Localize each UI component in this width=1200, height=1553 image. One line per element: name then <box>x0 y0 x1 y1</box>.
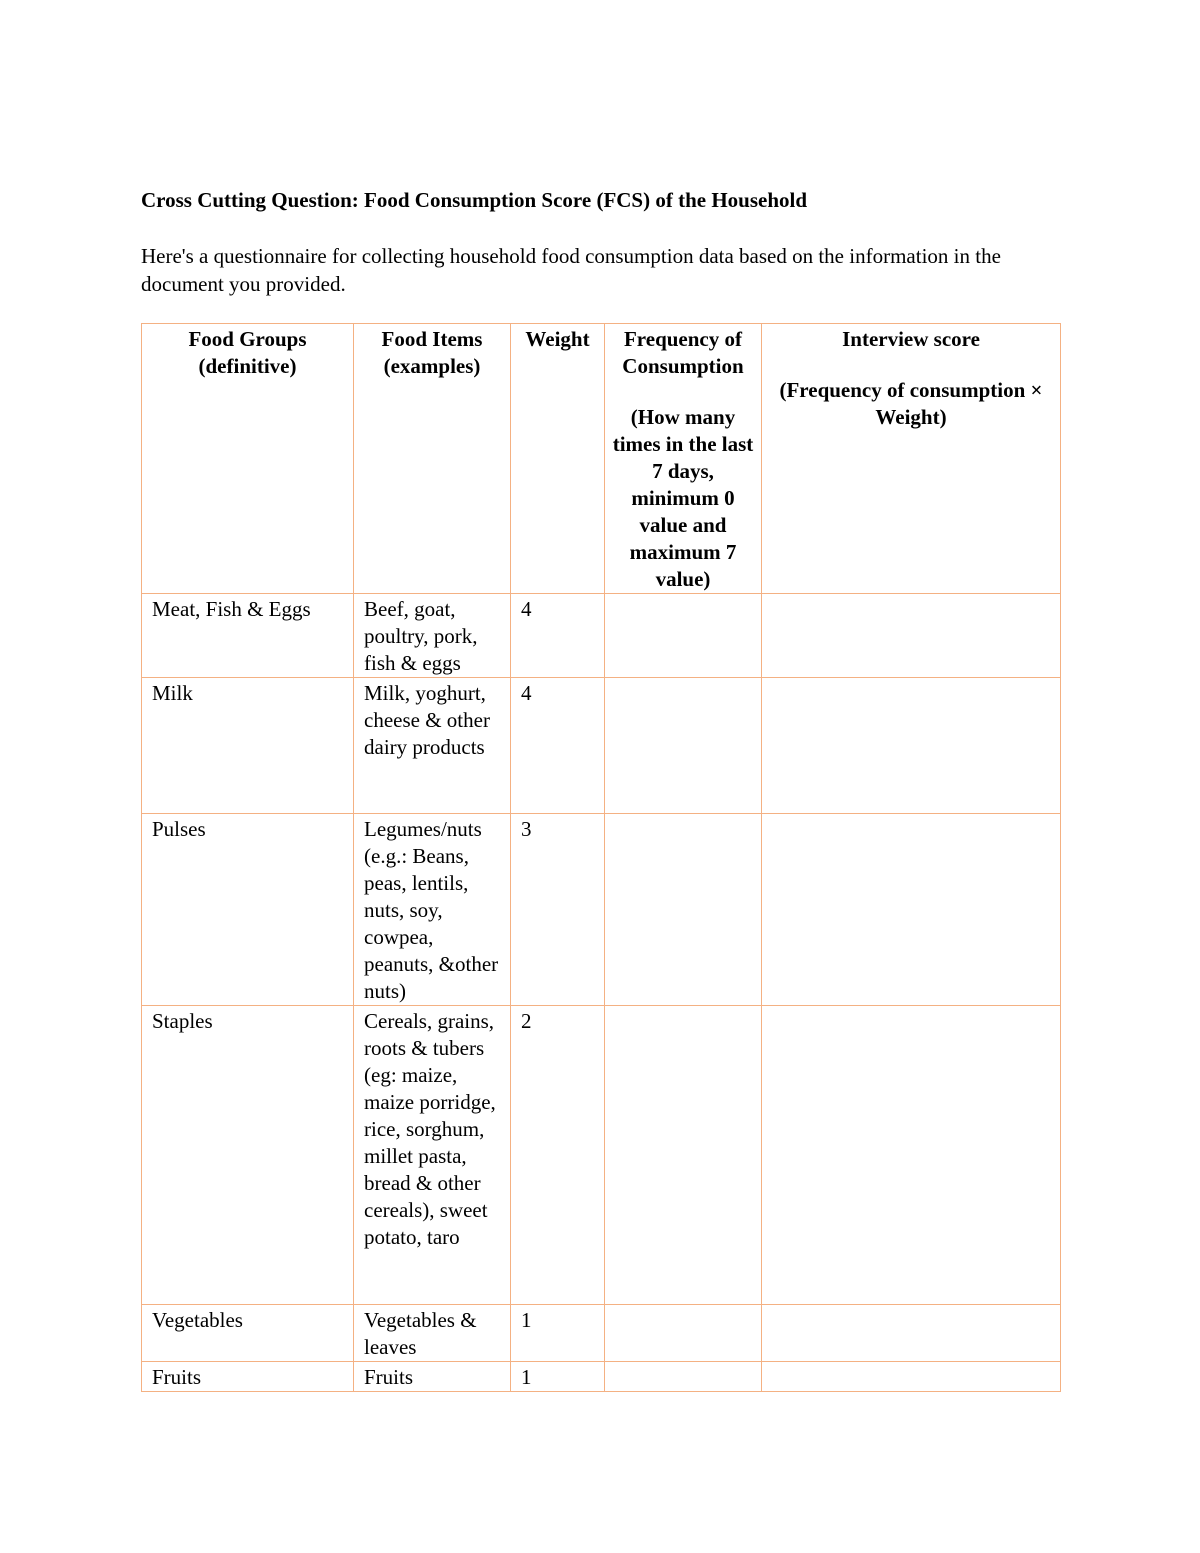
score-input-cell[interactable] <box>762 1362 1061 1392</box>
food-items-cell: Beef, goat, poultry, pork, fish & eggs <box>354 594 511 678</box>
score-input-cell[interactable] <box>762 678 1061 814</box>
table-row <box>142 678 1061 814</box>
fcs-table <box>141 323 1061 1392</box>
table-row <box>142 1006 1061 1305</box>
header-food-items: Food Items (examples) <box>354 324 511 594</box>
table-row <box>142 1305 1061 1362</box>
intro-paragraph: Here's a questionnaire for collecting household food consumption data based on the information in the document you provided. <box>141 244 1001 296</box>
weight-cell: 1 <box>511 1362 605 1392</box>
weight-cell: 2 <box>511 1006 605 1305</box>
food-items-cell: Fruits <box>354 1362 511 1392</box>
food-group-cell: Pulses <box>142 814 354 1006</box>
header-interview-score-label: Interview score <box>842 327 980 351</box>
header-food-groups: Food Groups (definitive) <box>142 324 354 594</box>
header-interview-score <box>762 324 1061 594</box>
header-interview-score-note: (Frequency of consumption × Weight) <box>779 378 1043 429</box>
header-frequency-note: (How many times in the last 7 days, minimum 0 value and maximum 7 value) <box>612 405 754 591</box>
table-row <box>142 814 1061 1006</box>
score-input-cell[interactable] <box>762 814 1061 1006</box>
food-group-cell: Staples <box>142 1006 354 1305</box>
food-items-cell: Milk, yoghurt, cheese & other dairy products <box>354 678 511 814</box>
document-title: Cross Cutting Question: Food Consumption Score (FCS) of the Household <box>141 188 808 212</box>
score-input-cell[interactable] <box>762 1006 1061 1305</box>
frequency-input-cell[interactable] <box>605 1006 762 1305</box>
weight-cell: 4 <box>511 594 605 678</box>
food-items-cell: Vegetables & leaves <box>354 1305 511 1362</box>
header-frequency-label: Frequency of Consumption <box>622 327 744 378</box>
food-group-cell: Vegetables <box>142 1305 354 1362</box>
score-input-cell[interactable] <box>762 1305 1061 1362</box>
frequency-input-cell[interactable] <box>605 678 762 814</box>
food-items-cell: Cereals, grains, roots & tubers (eg: maize, maize porridge, rice, sorghum, millet pasta, bread & other cereals), sweet potato, taro <box>354 1006 511 1305</box>
weight-cell: 4 <box>511 678 605 814</box>
food-group-cell: Meat, Fish & Eggs <box>142 594 354 678</box>
frequency-input-cell[interactable] <box>605 1305 762 1362</box>
weight-cell: 1 <box>511 1305 605 1362</box>
food-items-cell: Legumes/nuts (e.g.: Beans, peas, lentils, nuts, soy, cowpea, peanuts, &other nuts) <box>354 814 511 1006</box>
frequency-input-cell[interactable] <box>605 814 762 1006</box>
food-group-cell: Milk <box>142 678 354 814</box>
frequency-input-cell[interactable] <box>605 1362 762 1392</box>
header-frequency <box>605 324 762 594</box>
table-header-row <box>142 324 1061 594</box>
frequency-input-cell[interactable] <box>605 594 762 678</box>
weight-cell: 3 <box>511 814 605 1006</box>
table-row <box>142 594 1061 678</box>
score-input-cell[interactable] <box>762 594 1061 678</box>
header-weight: Weight <box>511 324 605 594</box>
table-row <box>142 1362 1061 1392</box>
food-group-cell: Fruits <box>142 1362 354 1392</box>
